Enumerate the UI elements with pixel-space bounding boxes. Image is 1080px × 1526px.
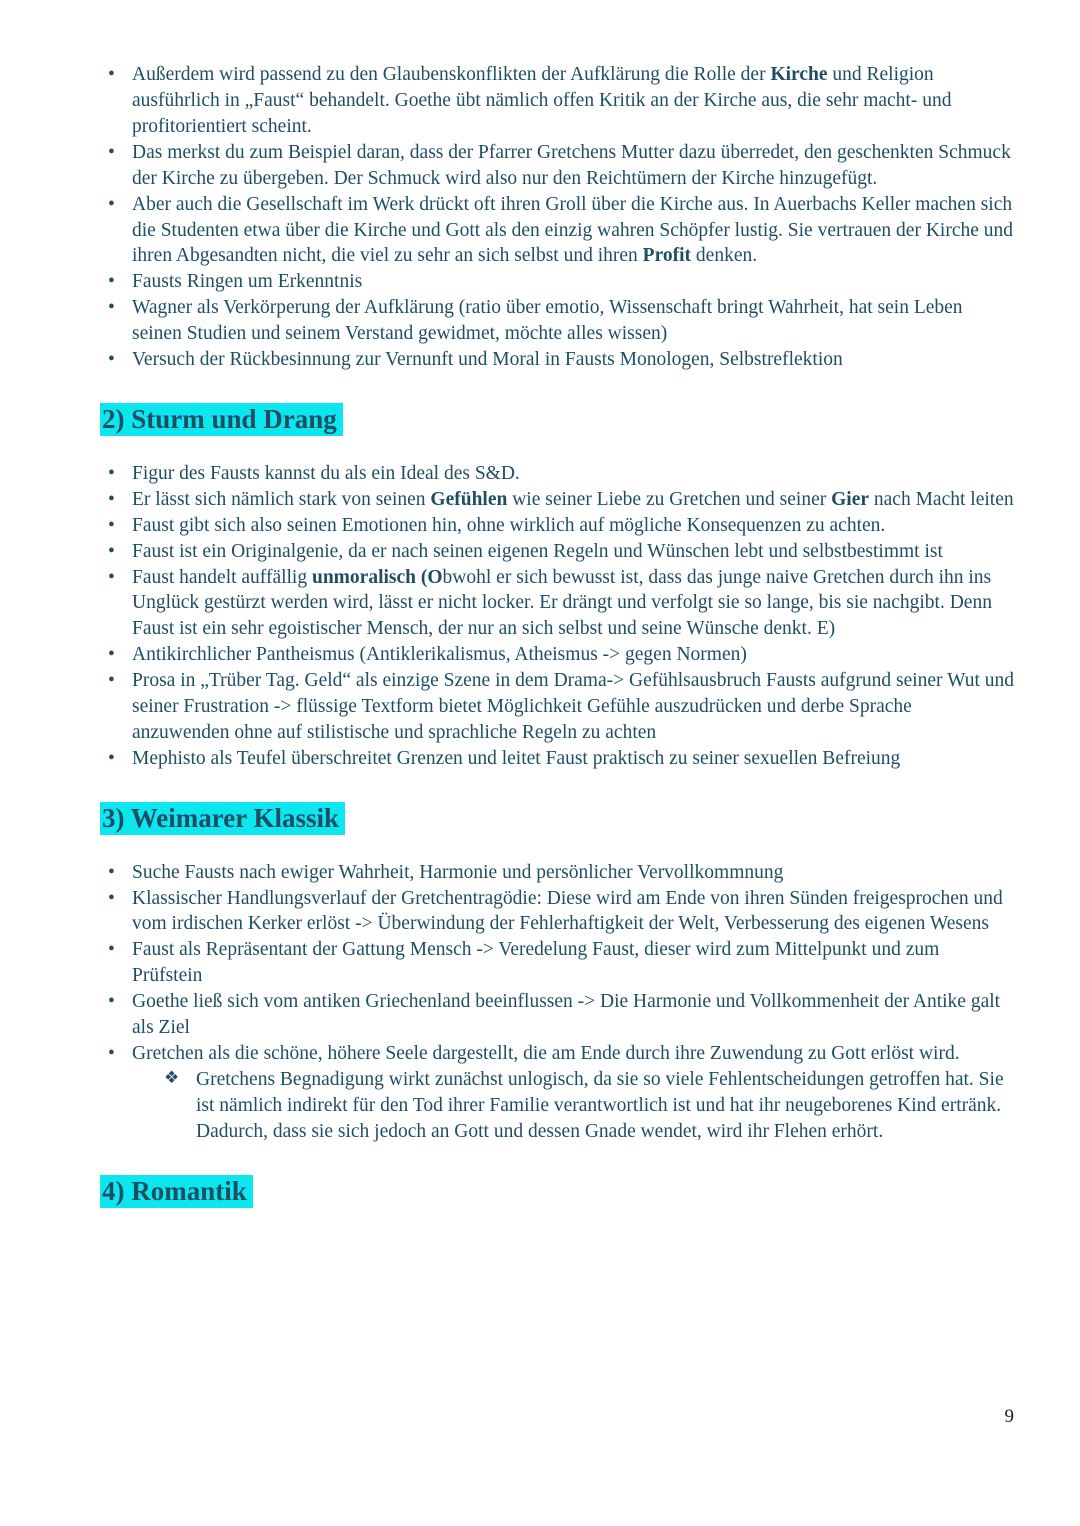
bullet-item: [100, 269, 1014, 295]
bullet-text: Mephisto als Teufel überschreitet Grenzen und leitet Faust praktisch zu seiner sexuellen Befreiung: [132, 747, 901, 769]
bullet-item: [100, 989, 1014, 1041]
bullet-text: Figur des Fausts kannst du als ein Ideal des S&D.: [132, 462, 520, 484]
section-heading: [100, 403, 1014, 437]
bullet-icon: •: [108, 488, 115, 510]
bullet-item: [100, 539, 1014, 565]
bullet-text: Antikirchlicher Pantheismus (Antiklerikalismus, Atheismus -> gegen Normen): [132, 644, 747, 666]
bullet-icon: •: [108, 991, 115, 1013]
bullet-text: Faust handelt auffällig unmoralisch (Obwohl er sich bewusst ist, dass das junge naive Gretchen durch ihn ins Unglück gestürzt werden wird, lässt er nicht locker. Er drängt und verfolgt sie so lange, bis sie nachgibt. Denn Faust ist ein sehr egoistischer Mensch, der nur an sich selbst und seine Wünsche denkt. E): [132, 566, 992, 640]
bullet-text: Faust gibt sich also seinen Emotionen hin, ohne wirklich auf mögliche Konsequenzen zu achten.: [132, 514, 886, 536]
bullet-item: [100, 642, 1014, 668]
section-heading-text: 4) Romantik: [100, 1175, 253, 1208]
bullet-item: [100, 140, 1014, 192]
document-content: [100, 62, 1014, 1209]
bullet-list: [100, 62, 1014, 373]
bullet-text: Außerdem wird passend zu den Glaubenskonflikten der Aufklärung die Rolle der Kirche und Religion ausführlich in „Faust“ behandelt. Goethe übt nämlich offen Kritik an der Kirche aus, die sehr macht- und profitorientiert scheint.: [132, 64, 952, 137]
bullet-icon: •: [108, 64, 115, 85]
bullet-text: Gretchens Begnadigung wirkt zunächst unlogisch, da sie so viele Fehlentscheidungen getroffen hat. Sie ist nämlich indirekt für den Tod ihrer Familie verantwortlich ist und hat ihr neugeborenes Kind ertränk. Dadurch, dass sie sich jedoch an Gott und dessen Gnade wendet, wird ihr Flehen erhört.: [196, 1069, 1004, 1142]
bullet-text: Wagner als Verkörperung der Aufklärung (ratio über emotio, Wissenschaft bringt Wahrheit, hat sein Leben seinen Studien und seinem Verstand gewidmet, möchte alles wissen): [132, 297, 963, 345]
bullet-item: [100, 860, 1014, 886]
bullet-item: [100, 295, 1014, 347]
bullet-item: [100, 347, 1014, 373]
bullet-icon: •: [108, 566, 115, 588]
bullet-text: Er lässt sich nämlich stark von seinen Gefühlen wie seiner Liebe zu Gretchen und seiner Gier nach Macht leiten: [132, 488, 1014, 510]
bullet-item: [100, 1041, 1014, 1067]
bullet-item: [100, 513, 1014, 539]
bullet-text: Goethe ließ sich vom antiken Griechenland beeinflussen -> Die Harmonie und Vollkommenheit der Antike galt als Ziel: [132, 991, 1001, 1039]
page-number: 9: [1004, 1406, 1014, 1427]
bullet-text: Aber auch die Gesellschaft im Werk drückt oft ihren Groll über die Kirche aus. In Auerbachs Keller machen sich die Studenten etwa über die Kirche und Gott als den einzig wahren Schöpfer lustig. Sie vertrauen der Kirche und ihren Abgesandten nicht, die viel zu sehr an sich selbst und ihren Profit denken.: [132, 193, 1014, 267]
section-heading: [100, 802, 1014, 836]
bullet-icon: •: [108, 939, 115, 961]
bullet-icon: •: [108, 540, 115, 562]
bullet-icon: •: [108, 747, 115, 769]
bullet-text: Klassischer Handlungsverlauf der Gretchentragödie: Diese wird am Ende von ihren Sünden freigesprochen und vom irdischen Kerker erlöst -> Überwindung der Fehlerhaftigkeit der Welt, Verbesserung des eigenen Wesens: [132, 887, 1003, 935]
bullet-icon: •: [108, 297, 115, 319]
bullet-text: Faust als Repräsentant der Gattung Mensch -> Veredelung Faust, dieser wird zum Mittelpunkt und zum Prüfstein: [132, 939, 940, 987]
bullet-icon: •: [108, 670, 115, 692]
section-heading-text: 3) Weimarer Klassik: [100, 802, 345, 835]
bullet-item: [100, 886, 1014, 938]
bullet-icon: •: [108, 141, 115, 163]
bullet-icon: •: [108, 644, 115, 666]
bullet-list: [100, 860, 1014, 1145]
bullet-text: Faust ist ein Originalgenie, da er nach seinen eigenen Regeln und Wünschen lebt und selbstbestimmt ist: [132, 540, 943, 562]
bullet-icon: •: [108, 349, 115, 371]
bullet-item: [100, 668, 1014, 746]
bullet-icon: •: [108, 462, 115, 484]
bullet-text: Versuch der Rückbesinnung zur Vernunft und Moral in Fausts Monologen, Selbstreflektion: [132, 349, 843, 371]
bullet-text: Prosa in „Trüber Tag. Geld“ als einzige Szene in dem Drama-> Gefühlsausbruch Fausts aufgrund seiner Wut und seiner Frustration -> flüssige Textform bietet Möglichkeit Gefühle auszudrücken und derbe Sprache anzuwenden ohne auf stilistische und sprachliche Regeln zu achten: [132, 670, 1014, 744]
bullet-icon: •: [108, 193, 115, 215]
bullet-icon: •: [108, 887, 115, 909]
bullet-icon: •: [108, 271, 115, 293]
bullet-item: [100, 62, 1014, 140]
bullet-item: [100, 937, 1014, 989]
bullet-item: [100, 192, 1014, 270]
bullet-icon: •: [108, 1043, 115, 1065]
bullet-list: [100, 461, 1014, 772]
bullet-icon: •: [108, 514, 115, 536]
bullet-item: [100, 487, 1014, 513]
section-heading: [100, 1175, 1014, 1209]
bullet-item: [100, 746, 1014, 772]
bullet-item: [100, 565, 1014, 643]
bullet-text: Das merkst du zum Beispiel daran, dass der Pfarrer Gretchens Mutter dazu überredet, den geschenkten Schmuck der Kirche zu übergeben. Der Schmuck wird also nur den Reichtümern der Kirche hinzugefügt.: [132, 141, 1011, 189]
sub-bullet-item: [156, 1067, 1014, 1145]
bullet-text: Suche Fausts nach ewiger Wahrheit, Harmonie und persönlicher Vervollkommnung: [132, 861, 784, 883]
bullet-icon: •: [108, 861, 115, 883]
bullet-text: Fausts Ringen um Erkenntnis: [132, 271, 363, 293]
bullet-text: Gretchen als die schöne, höhere Seele dargestellt, die am Ende durch ihre Zuwendung zu Gott erlöst wird.: [132, 1043, 960, 1065]
bullet-item: [100, 461, 1014, 487]
section-heading-text: 2) Sturm und Drang: [100, 403, 343, 436]
diamond-bullet-icon: ❖: [164, 1068, 180, 1087]
